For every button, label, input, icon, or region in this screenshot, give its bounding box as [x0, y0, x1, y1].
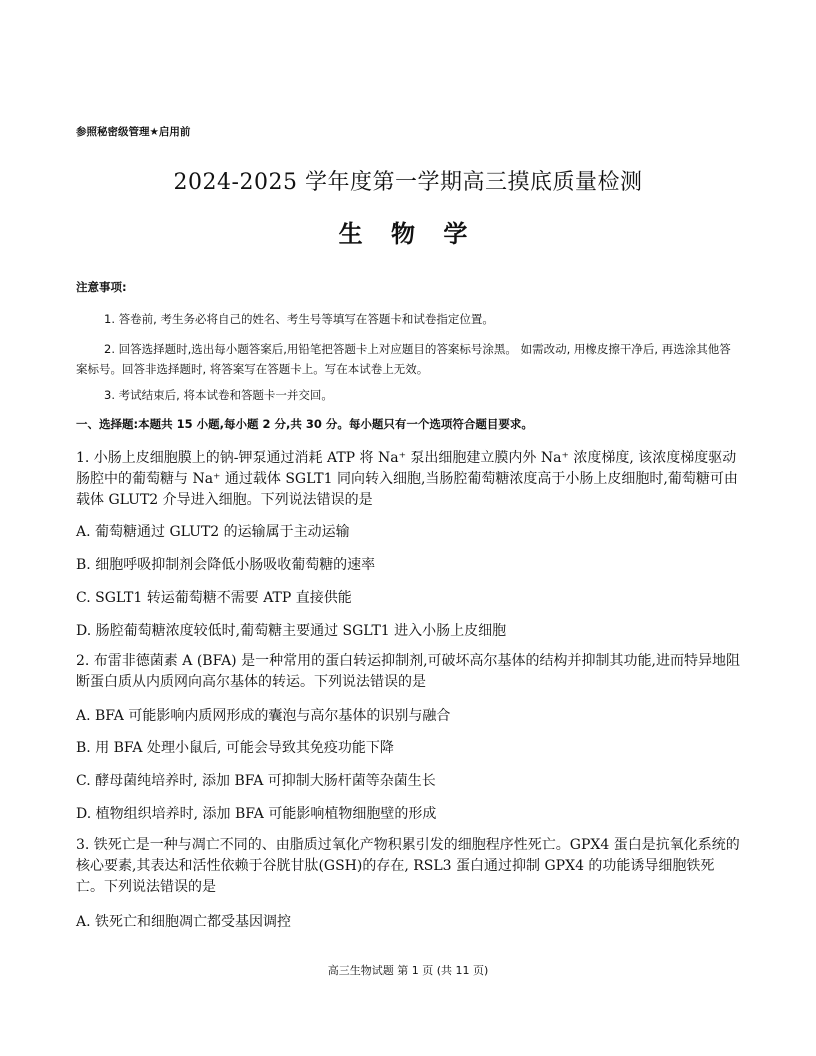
option: C. SGLT1 转运葡萄糖不需要 ATP 直接供能	[76, 590, 352, 606]
notice-heading: 注意事项:	[76, 280, 127, 294]
question-stem: 2. 布雷非德菌素 A (BFA) 是一种常用的蛋白转运抑制剂,可破坏高尔基体的结构并抑制其功能,进而特异地阻断蛋白质从内质网向高尔基体的转运。下列说法错误的是	[76, 653, 740, 690]
option: B. 用 BFA 处理小鼠后, 可能会导致其免疫功能下降	[76, 740, 394, 756]
option: C. 酵母菌纯培养时, 添加 BFA 可抑制大肠杆菌等杂菌生长	[76, 773, 436, 789]
secret-mark: 参照秘密级管理★启用前	[76, 126, 191, 138]
notice-item: 1. 答卷前, 考生务必将自己的姓名、考生号等填写在答题卡和试卷指定位置。	[104, 312, 494, 326]
option: B. 细胞呼吸抑制剂会降低小肠吸收葡萄糖的速率	[76, 557, 376, 573]
option: A. BFA 可能影响内质网形成的囊泡与高尔基体的识别与融合	[76, 708, 451, 724]
exam-title: 2024-2025 学年度第一学期高三摸底质量检测	[173, 170, 643, 195]
option: A. 铁死亡和细胞凋亡都受基因调控	[76, 914, 292, 930]
question-stem: 3. 铁死亡是一种与凋亡不同的、由脂质过氧化产物积累引发的细胞程序性死亡。GPX4 蛋白是抗氧化系统的核心要素,其表达和活性依赖于谷胱甘肽(GSH)的存在, RSL3 蛋白通过抑制 GPX4 的功能诱导细胞铁死亡。下列说法错误的是	[76, 837, 740, 895]
option: A. 葡萄糖通过 GLUT2 的运输属于主动运输	[76, 524, 350, 540]
question-stem: 1. 小肠上皮细胞膜上的钠-钾泵通过消耗 ATP 将 Na⁺ 泵出细胞建立膜内外 Na⁺ 浓度梯度, 该浓度梯度驱动肠腔中的葡萄糖与 Na⁺ 通过载体 SGLT1 同向转入细胞,当肠腔葡萄糖浓度高于小肠上皮细胞时,葡萄糖可由载体 GLUT2 介导进入细胞。下列说法错误的是	[76, 450, 738, 508]
page-footer: 高三生物试题 第 1 页 (共 11 页)	[327, 964, 489, 977]
option: D. 肠腔葡萄糖浓度较低时,葡萄糖主要通过 SGLT1 进入小肠上皮细胞	[76, 623, 507, 639]
subject-title: 生 物 学	[338, 220, 478, 248]
notice-item: 2. 回答选择题时,选出每小题答案后,用铅笔把答题卡上对应题目的答案标号涂黑。 如需改动, 用橡皮擦干净后, 再选涂其他答案标号。回答非选择题时, 将答案写在答题卡上。写在本试卷上无效。	[76, 342, 731, 376]
notice-item: 3. 考试结束后, 将本试卷和答题卡一并交回。	[104, 388, 333, 402]
section-heading: 一、选择题:本题共 15 小题,每小题 2 分,共 30 分。每小题只有一个选项符合题目要求。	[76, 417, 533, 431]
option: D. 植物组织培养时, 添加 BFA 可能影响植物细胞壁的形成	[76, 806, 437, 822]
